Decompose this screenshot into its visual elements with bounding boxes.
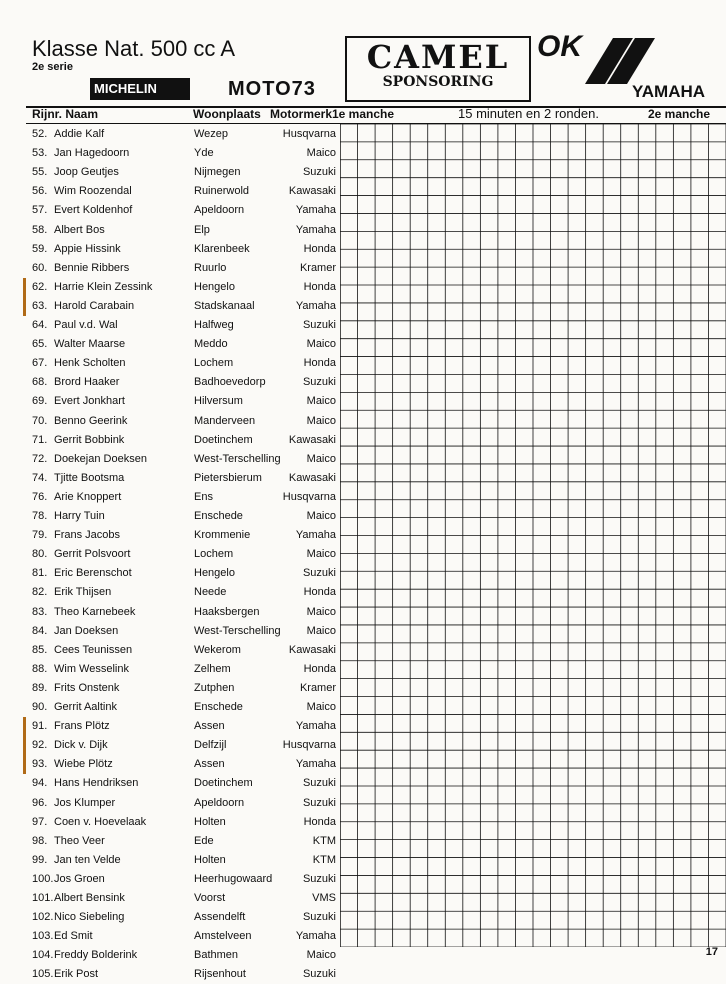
rider-make: Suzuki: [302, 319, 336, 331]
rider-number: 68.: [32, 376, 48, 389]
rider-town: Doetinchem: [194, 777, 253, 790]
rider-town: Assen: [194, 758, 225, 771]
highlight-mark: [23, 755, 26, 774]
rider-number: 63.: [32, 299, 48, 312]
michelin-logo: MICHELIN: [90, 78, 190, 100]
rider-make: Honda: [303, 662, 336, 675]
rider-row: [28, 125, 340, 144]
rider-row: [28, 889, 340, 908]
rider-make: Yamaha: [295, 204, 336, 217]
rider-name: Nico Siebeling: [54, 911, 125, 924]
rider-make: Maico: [306, 510, 336, 522]
rider-row: [28, 450, 340, 469]
rider-make: Honda: [303, 242, 336, 255]
rider-number: 96.: [32, 796, 48, 809]
rider-town: Apeldoorn: [194, 204, 245, 217]
rider-number: 99.: [32, 853, 48, 866]
rider-row: [28, 240, 340, 259]
rider-make: Suzuki: [302, 872, 336, 885]
rider-make: Kawasaki: [288, 185, 336, 198]
rider-row: [28, 163, 340, 182]
rider-name: Wim Roozendal: [54, 185, 132, 198]
rider-name: Cees Teunissen: [54, 643, 133, 656]
rider-town: Badhoevedorp: [194, 376, 266, 389]
rider-row: [28, 354, 340, 373]
rider-name: Frans Plötz: [54, 720, 110, 733]
rider-make: Yamaha: [295, 720, 336, 733]
rider-number: 69.: [32, 395, 48, 408]
rider-number: 85.: [32, 643, 48, 656]
rider-make: Suzuki: [302, 796, 336, 809]
rider-town: Manderveen: [194, 414, 256, 427]
rider-name: Erik Thijsen: [54, 586, 112, 599]
rider-town: Ens: [194, 490, 213, 503]
rider-row: [28, 641, 340, 660]
rider-make: Yamaha: [295, 529, 336, 542]
rider-number: 104.: [32, 949, 54, 962]
rider-town: Klarenbeek: [194, 242, 250, 255]
rider-row: [28, 335, 340, 354]
rider-town: Haaksbergen: [194, 605, 260, 618]
rider-number: 88.: [32, 662, 48, 675]
rider-make: Kramer: [299, 261, 336, 274]
rider-row: [28, 412, 340, 431]
rider-make: Husqvarna: [282, 490, 336, 503]
rider-town: Hengelo: [194, 280, 235, 293]
camel-logo: [345, 36, 531, 102]
rider-name: Freddy Bolderink: [54, 949, 138, 962]
ok-stripes-icon: [585, 38, 655, 84]
rider-town: Bathmen: [194, 949, 239, 962]
rider-number: 98.: [32, 834, 48, 847]
rider-row: [28, 392, 340, 411]
rider-number: 78.: [32, 510, 48, 522]
page-subtitle: 2e serie: [32, 61, 73, 73]
rider-make: KTM: [312, 834, 336, 847]
rider-row: [28, 297, 340, 316]
rider-row: [28, 965, 340, 984]
rider-number: 72.: [32, 452, 48, 465]
highlight-mark: [23, 736, 26, 755]
yamaha-logo: YAMAHA: [632, 82, 706, 101]
rider-town: Heerhugowaard: [194, 872, 273, 885]
rider-make: Kramer: [299, 681, 336, 694]
rider-make: Kawasaki: [288, 433, 336, 446]
rider-town: Krommenie: [194, 529, 251, 542]
rider-make: Kawasaki: [288, 471, 336, 484]
rider-row: [28, 431, 340, 450]
rider-make: Suzuki: [302, 968, 336, 981]
rider-town: Hilversum: [194, 395, 243, 408]
rider-town: Pietersbierum: [194, 471, 262, 484]
rider-town: Lochem: [194, 357, 234, 370]
ok-logo: OK: [537, 30, 582, 63]
rider-town: Zelhem: [194, 662, 231, 675]
moto73-logo: MOTO73: [228, 78, 316, 100]
rider-make: Kawasaki: [288, 643, 336, 656]
rider-name: Joop Geutjes: [54, 166, 119, 179]
rider-number: 80.: [32, 548, 48, 561]
rider-make: Husqvarna: [282, 128, 336, 140]
rider-town: West-Terschelling: [194, 452, 281, 465]
highlight-mark: [23, 297, 26, 316]
rider-town: Enschede: [194, 510, 243, 522]
rider-name: Doekejan Doeksen: [54, 452, 147, 465]
rider-row: [28, 259, 340, 278]
rider-number: 55.: [32, 166, 48, 179]
rider-name: Jos Klumper: [54, 796, 116, 809]
rider-number: 93.: [32, 758, 48, 771]
rider-name: Theo Karnebeek: [54, 605, 136, 618]
rider-row: [28, 813, 340, 832]
rider-name: Walter Maarse: [54, 338, 126, 351]
rider-row: [28, 755, 340, 774]
rider-row: [28, 679, 340, 698]
rider-make: Maico: [306, 147, 336, 160]
rider-make: VMS: [312, 892, 336, 904]
rider-name: Jan Hagedoorn: [54, 147, 130, 160]
rider-town: Elp: [194, 223, 210, 236]
rider-row: [28, 526, 340, 545]
rider-row: [28, 946, 340, 965]
rider-name: Jan Doeksen: [54, 624, 119, 637]
rider-town: Wekerom: [194, 643, 241, 656]
rider-make: Suzuki: [302, 567, 336, 580]
rider-town: Neede: [194, 586, 227, 599]
rider-row: [28, 832, 340, 851]
rider-name: Evert Jonkhart: [54, 395, 125, 408]
rider-number: 102.: [32, 911, 54, 924]
rider-town: West-Terschelling: [194, 624, 281, 637]
column-header-manche2: 2e manche: [648, 107, 711, 121]
rider-town: Yde: [194, 147, 214, 160]
rider-row: [28, 278, 340, 297]
rider-town: Amstelveen: [194, 930, 252, 943]
rider-make: Suzuki: [302, 911, 336, 924]
rider-make: Honda: [303, 586, 336, 599]
rider-make: Maico: [306, 701, 336, 713]
rider-make: Maico: [306, 395, 336, 408]
highlight-mark: [23, 717, 26, 736]
rider-name: Henk Scholten: [54, 357, 126, 370]
rider-name: Wiebe Plötz: [54, 758, 113, 771]
rider-name: Theo Veer: [54, 834, 105, 847]
column-header-rijnr-naam: Rijnr. Naam: [32, 107, 99, 121]
rider-number: 67.: [32, 357, 48, 370]
rider-row: [28, 583, 340, 602]
rider-number: 89.: [32, 681, 48, 694]
rider-name: Gerrit Aaltink: [54, 701, 117, 713]
rider-name: Harold Carabain: [54, 299, 135, 312]
rider-make: Yamaha: [295, 299, 336, 312]
rider-town: Ede: [194, 834, 214, 847]
rider-number: 62.: [32, 280, 48, 293]
rider-number: 83.: [32, 605, 48, 618]
rider-town: Meddo: [194, 338, 228, 351]
rider-row: [28, 545, 340, 564]
rider-make: Yamaha: [295, 930, 336, 943]
rider-name: Bennie Ribbers: [54, 261, 130, 274]
rider-name: Wim Wesselink: [54, 662, 129, 675]
rider-row: [28, 698, 340, 717]
rider-town: Holten: [194, 815, 226, 828]
rider-town: Lochem: [194, 548, 234, 561]
rider-row: [28, 622, 340, 641]
rider-name: Harrie Klein Zessink: [54, 280, 153, 293]
rider-name: Gerrit Polsvoort: [54, 548, 131, 561]
rider-make: Suzuki: [302, 166, 336, 179]
rider-number: 59.: [32, 242, 48, 255]
rider-name: Eric Berenschot: [54, 567, 132, 580]
rider-name: Jos Groen: [54, 872, 105, 885]
rider-town: Nijmegen: [194, 166, 241, 179]
rider-number: 60.: [32, 261, 48, 274]
rider-town: Assendelft: [194, 911, 246, 924]
rider-name: Addie Kalf: [54, 128, 105, 140]
rider-town: Rijsenhout: [194, 968, 246, 981]
rider-number: 76.: [32, 490, 48, 503]
rider-name: Brord Haaker: [54, 376, 120, 389]
rider-name: Paul v.d. Wal: [54, 319, 118, 331]
rider-number: 91.: [32, 720, 48, 733]
rider-name: Benno Geerink: [54, 414, 128, 427]
rider-number: 84.: [32, 624, 48, 637]
rider-make: Yamaha: [295, 758, 336, 771]
rider-make: Yamaha: [295, 223, 336, 236]
rider-row: [28, 316, 340, 335]
camel-logo-subtext: SPONSORING: [382, 74, 494, 90]
rider-number: 103.: [32, 930, 54, 943]
rider-name: Frits Onstenk: [54, 681, 120, 694]
rider-number: 74.: [32, 471, 48, 484]
rider-town: Wezep: [194, 128, 229, 140]
rider-make: Suzuki: [302, 376, 336, 389]
rider-town: Zutphen: [194, 681, 235, 694]
rider-number: 97.: [32, 815, 48, 828]
rider-row: [28, 794, 340, 813]
rider-number: 79.: [32, 529, 48, 542]
rider-town: Ruurlo: [194, 261, 227, 274]
column-header-manche1: 1e manche: [332, 107, 395, 121]
column-header-duration: 15 minuten en 2 ronden.: [458, 106, 599, 121]
rider-number: 100.: [32, 872, 54, 885]
rider-name: Albert Bensink: [54, 892, 125, 904]
rider-make: Honda: [303, 357, 336, 370]
rider-town: Enschede: [194, 701, 243, 713]
rider-row: [28, 736, 340, 755]
rider-row: [28, 870, 340, 889]
rider-number: 81.: [32, 567, 48, 580]
rider-number: 58.: [32, 223, 48, 236]
rider-name: Tjitte Bootsma: [54, 471, 125, 484]
rider-make: Suzuki: [302, 777, 336, 790]
rider-number: 82.: [32, 586, 48, 599]
rider-make: Maico: [306, 548, 336, 561]
rider-number: 65.: [32, 338, 48, 351]
rider-row: [28, 851, 340, 870]
rider-number: 105.: [32, 968, 54, 981]
rider-town: Holten: [194, 853, 226, 866]
rider-make: Husqvarna: [282, 739, 336, 752]
rider-row: [28, 774, 340, 793]
rider-row: [28, 908, 340, 927]
rider-name: Frans Jacobs: [54, 529, 121, 542]
rider-name: Harry Tuin: [54, 510, 105, 522]
rider-number: 53.: [32, 147, 48, 160]
rider-row: [28, 488, 340, 507]
rider-number: 70.: [32, 414, 48, 427]
rider-number: 92.: [32, 739, 48, 752]
rider-make: Honda: [303, 280, 336, 293]
column-header-woonplaats: Woonplaats: [193, 107, 261, 121]
rider-name: Appie Hissink: [54, 242, 121, 255]
rider-name: Jan ten Velde: [54, 853, 121, 866]
column-header-motormerk: Motormerk: [270, 107, 333, 121]
rider-number: 57.: [32, 204, 48, 217]
rider-make: Maico: [306, 452, 336, 465]
page-number: 17: [705, 946, 718, 958]
rider-make: Maico: [306, 338, 336, 351]
rider-name: Albert Bos: [54, 223, 105, 236]
rider-town: Ruinerwold: [194, 185, 250, 198]
rider-number: 94.: [32, 777, 48, 790]
rider-row: [28, 507, 340, 526]
rider-number: 71.: [32, 433, 48, 446]
lap-grid: [340, 124, 726, 947]
rider-make: Maico: [306, 624, 336, 637]
rider-town: Doetinchem: [194, 433, 253, 446]
rider-row: [28, 717, 340, 736]
rider-make: Maico: [306, 414, 336, 427]
rider-row: [28, 603, 340, 622]
rider-number: 64.: [32, 319, 48, 331]
rider-row: [28, 469, 340, 488]
rider-name: Evert Koldenhof: [54, 204, 133, 217]
rider-make: Maico: [306, 949, 336, 962]
rider-row: [28, 927, 340, 946]
rider-row: [28, 221, 340, 240]
rider-number: 101.: [32, 892, 54, 904]
rider-town: Halfweg: [194, 319, 234, 331]
rider-town: Hengelo: [194, 567, 235, 580]
rider-town: Voorst: [194, 892, 226, 904]
rider-row: [28, 201, 340, 220]
rider-name: Erik Post: [54, 968, 99, 981]
camel-logo-text: CAMEL: [366, 38, 510, 76]
rider-name: Coen v. Hoevelaak: [54, 815, 147, 828]
rider-town: Delfzijl: [194, 739, 227, 752]
rider-name: Ed Smit: [54, 930, 93, 943]
rider-town: Stadskanaal: [194, 299, 255, 312]
rider-make: KTM: [312, 853, 336, 866]
rider-name: Hans Hendriksen: [54, 777, 139, 790]
page-title: Klasse Nat. 500 cc A: [32, 36, 235, 61]
rider-town: Apeldoorn: [194, 796, 245, 809]
rider-make: Honda: [303, 815, 336, 828]
rider-row: [28, 564, 340, 583]
rider-name: Arie Knoppert: [54, 490, 122, 503]
rider-town: Assen: [194, 720, 225, 733]
rider-make: Maico: [306, 605, 336, 618]
rider-row: [28, 660, 340, 679]
highlight-mark: [23, 278, 26, 297]
rider-row: [28, 182, 340, 201]
rider-name: Gerrit Bobbink: [54, 433, 125, 446]
rider-number: 90.: [32, 701, 48, 713]
rider-number: 52.: [32, 128, 48, 140]
rider-row: [28, 373, 340, 392]
rider-number: 56.: [32, 185, 48, 198]
rider-row: [28, 144, 340, 163]
rider-name: Dick v. Dijk: [54, 739, 108, 752]
